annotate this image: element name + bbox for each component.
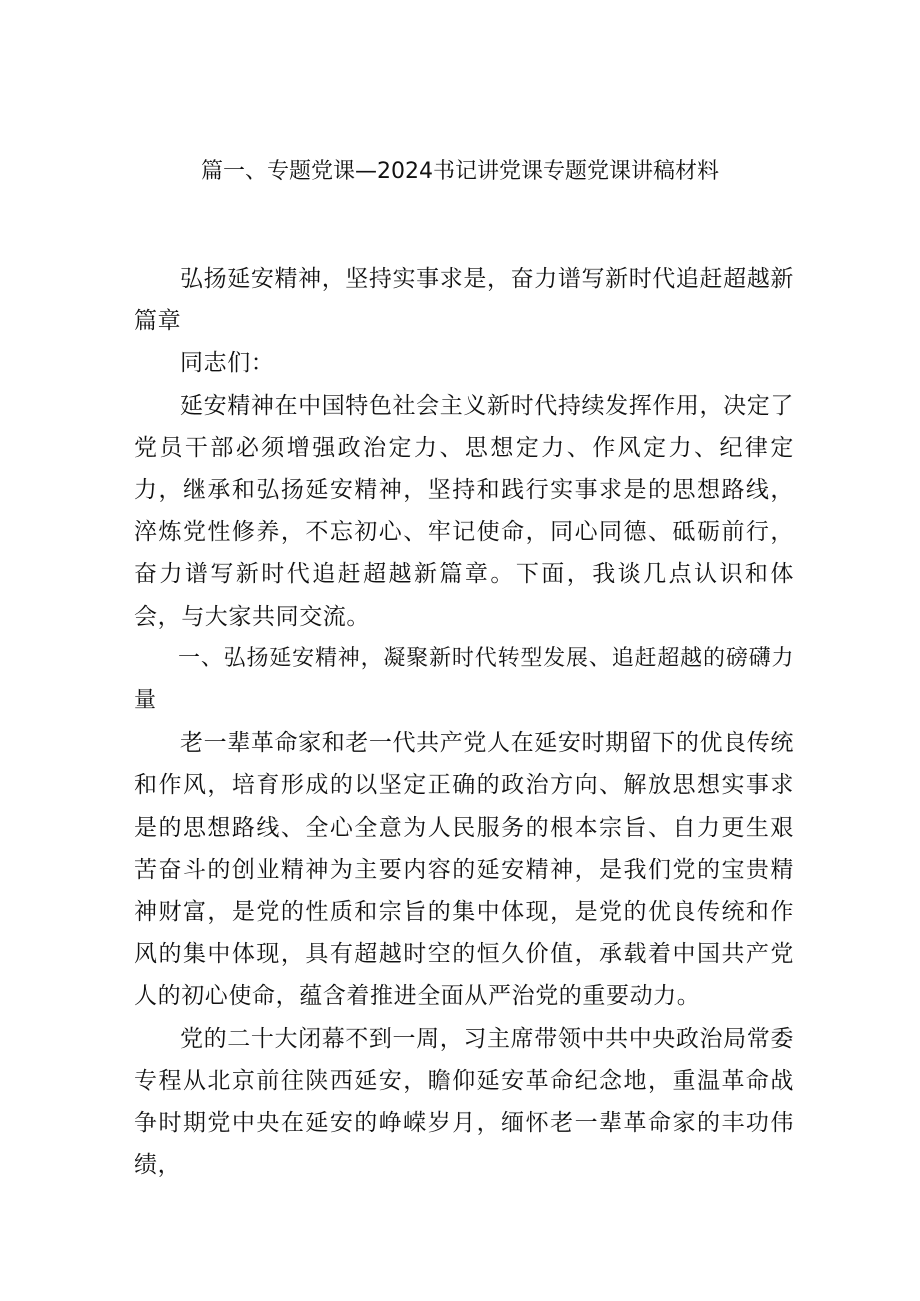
body-paragraph: 老一辈革命家和老一代共产党人在延安时期留下的优良传统和作风，培育形成的以坚定正确的政治方向、解放思想实事求是的思想路线、全心全意为人民服务的根本宗旨、自力更生艰苦奋斗的创业精神为主要内容的延安精神，是我们党的宝贵精神财富，是党的性质和宗旨的集中体现，是党的优良传统和作风的集中体现，具有超越时空的恒久价值，承载着中国共产党人的初心使命，蕴含着推进全面从严治党的重要动力。 [134, 730, 794, 1010]
intro-paragraph: 延安精神在中国特色社会主义新时代持续发挥作用，决定了党员干部必须增强政治定力、思想定力、作风定力、纪律定力，继承和弘扬延安精神，坚持和践行实事求是的思想路线，淬炼党性修养，不忘初心、牢记使命，同心同德、砥砺前行，奋力谱写新时代追赶超越新篇章。下面，我谈几点认识和体会，与大家共同交流。 [134, 392, 794, 630]
document-body [134, 258, 794, 1186]
document-title: 篇一、专题党课—2024书记讲党课专题党课讲稿材料 [201, 159, 719, 184]
section-heading: 一、弘扬延安精神，凝聚新时代转型发展、追赶超越的磅礴力量 [134, 645, 794, 714]
document-subtitle: 弘扬延安精神，坚持实事求是，奋力谱写新时代追赶超越新篇章 [134, 266, 794, 335]
body-paragraph: 党的二十大闭幕不到一周，习主席带领中共中央政治局常委专程从北京前往陕西延安，瞻仰延安革命纪念地，重温革命战争时期党中央在延安的峥嵘岁月，缅怀老一辈革命家的丰功伟绩， [134, 1025, 794, 1179]
salutation: 同志们： [180, 350, 275, 377]
